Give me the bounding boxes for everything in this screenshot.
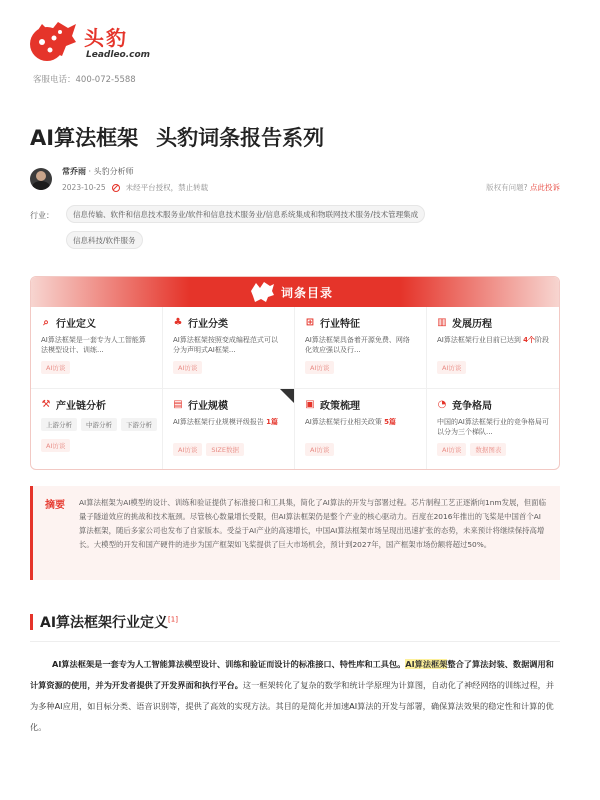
section-title [40,612,178,632]
policy-icon: ▣ [305,398,315,410]
industry-tag[interactable]: 信息传输、软件和信息技术服务业/软件和信息技术服务业/信息系统集成和物联网技术服务/技术管理集成 [66,205,425,223]
copyright-question-text: 版权有问题? [486,183,528,192]
directory-item-title: 政策梳理 [320,401,360,412]
title-series: 头豹词条报告系列 [156,126,325,150]
definition-icon: ⌕ [43,316,49,328]
directory-item-classification[interactable] [163,307,295,389]
title-main: AI算法框架 [30,126,139,150]
chip-row [41,361,152,374]
chip-row [305,361,416,374]
ai-interview-chip[interactable]: AI访谈 [173,443,202,456]
size-data-chip[interactable]: SIZE数据 [206,443,244,456]
downstream-chip[interactable]: 下游分析 [121,418,157,431]
author-name[interactable]: 常乔雨 [62,167,86,176]
directory-panel [30,276,560,470]
directory-item-heading [173,397,284,412]
directory-item-competition[interactable] [427,389,560,470]
author-info [62,166,134,177]
chip-row [173,361,284,374]
ai-interview-chip[interactable]: AI访谈 [41,361,70,374]
directory-grid [31,307,560,470]
leopard-logo-icon [28,18,78,64]
directory-item-desc [173,417,284,437]
directory-item-heading [41,315,152,330]
directory-item-title: 行业规模 [188,401,228,412]
chip-row [437,443,551,456]
directory-item-title: 行业特征 [320,319,360,330]
ai-interview-chip[interactable]: AI访谈 [305,361,334,374]
abstract-box [30,486,560,580]
ai-interview-chip[interactable]: AI访谈 [437,361,466,374]
upstream-chip[interactable]: 上游分析 [41,418,77,431]
directory-item-desc: AI算法框架具备着开源免费、网络化效应强以及行... [305,336,410,354]
ai-interview-chip[interactable]: AI访谈 [305,443,334,456]
directory-item-desc [437,335,551,355]
directory-title: 词条目录 [281,286,334,300]
directory-item-desc: AI算法框架是一套专为人工智能算法模型设计、训练... [41,336,146,354]
corner-badge [280,389,294,403]
directory-item-desc: 中国的AI算法框架行业的竞争格局可以分为三个梯队... [437,418,549,436]
hotline-text: 客服电话：400-072-5588 [33,75,136,85]
desc-text: AI算法框架行业相关政策 [305,418,385,426]
body-text: 这一框架转化了复杂的数学和统计学原理为计算图，自动化了神经网络的训练过程，并为多种AI应用，如目标分类、语音识别等，提供了高效的实现方法。其目的是简化并加速AI算法的开发与部署，确保算法效果的稳定性和计算的优化。 [30,680,555,732]
abstract-label: 摘要 [45,500,65,511]
chip-row [173,443,284,456]
chip-row [41,439,152,452]
directory-item-title: 产业链分析 [56,401,106,412]
chip-row [305,443,416,456]
desc-highlight: 5篇 [384,418,396,426]
section-accent-bar [30,614,33,630]
desc-highlight: 1篇 [266,418,278,426]
no-reprint-icon [112,184,120,192]
body-bold: 整合了算法封装、数据调用和计算资源的使用，并为开发者提供了开发界面和执行平台。 [30,659,554,690]
directory-item-scale[interactable] [163,389,295,470]
directory-item-title: 行业分类 [188,319,228,330]
publish-date: 2023-10-25 [62,183,106,192]
directory-item-heading [173,315,284,330]
classification-icon: ♣ [173,316,183,328]
competition-icon: ◔ [437,398,447,410]
directory-item-definition[interactable] [31,307,163,389]
desc-text: AI算法框架行业规模评级报告 [173,418,267,426]
meta-line [62,182,208,193]
industry-tag[interactable]: 信息科技/软件服务 [66,231,143,249]
brand-name: 头豹 [84,26,128,50]
ai-interview-chip[interactable]: AI访谈 [41,439,70,452]
directory-item-desc [305,417,416,437]
directory-item-title: 竞争格局 [452,401,492,412]
desc-text: AI算法框架行业目前已达到 [437,336,524,344]
directory-item-desc: AI算法框架按照变成编程范式可以分为声明式AI框架... [173,336,278,354]
desc-highlight: 4个 [523,336,535,344]
directory-item-title: 发展历程 [452,319,492,330]
history-icon: ▥ [437,316,447,328]
body-bold: AI算法框架是一套专为人工智能算法模型设计、训练和验证而设计的标准接口、特性库和工具包。 [52,659,406,669]
directory-item-feature[interactable] [295,307,427,389]
brand-logo[interactable] [28,16,168,74]
author-avatar[interactable] [30,168,52,190]
directory-item-policy[interactable] [295,389,427,470]
directory-item-heading [305,315,416,330]
feature-icon: ⊞ [305,316,315,328]
ai-interview-chip[interactable]: AI访谈 [173,361,202,374]
directory-item-chain[interactable] [31,389,163,470]
scale-icon: ▤ [173,398,183,410]
body-highlight: AI算法框架 [405,659,448,669]
reference-link[interactable]: [1] [168,615,178,624]
directory-item-heading [41,397,152,412]
directory-item-heading [437,315,551,330]
industry-label: 行业： [30,211,54,220]
desc-text: 阶段 [534,336,549,344]
directory-item-heading [305,397,416,412]
ai-interview-chip[interactable]: AI访谈 [437,443,466,456]
data-chart-chip[interactable]: 数据图表 [470,443,506,456]
author-role: · 头豹分析师 [88,167,134,176]
leopard-logo-icon [249,281,275,303]
complaint-link[interactable]: 点此投诉 [530,183,560,192]
chain-icon: ⚒ [41,398,51,410]
abstract-text: AI算法框架为AI模型的设计、训练和验证提供了标准接口和工具集，简化了AI算法的开发与部署过程。芯片制程工艺正逐渐向1nm发展，但面临量子隧道效应的挑战和技术瓶颈。尽管核心数量增长受限，但AI算法框架仍是整个产业的核心驱动力。百度在2016年推出的飞桨是中国首个AI算法框架，随后多家公司也发布了自家版本。受益于AI产业的高速增长，中国AI算法框架市场呈现出迅速扩张的态势，未来预计将继续保持高增长。大模型的开发和国产硬件的进步为国产框架如飞桨提供了巨大市场机会，预计到2027年，国产框架市场份额将超过50%。 [79,498,546,549]
chain-chip-row [41,418,152,431]
chip-row [437,361,551,374]
section-divider [30,641,560,642]
section-body [30,654,560,738]
midstream-chip[interactable]: 中游分析 [81,418,117,431]
copyright-question [486,182,560,193]
reprint-notice: 未经平台授权，禁止转载 [125,183,209,192]
directory-item-history[interactable] [427,307,560,389]
directory-item-title: 行业定义 [56,319,96,330]
directory-header [31,277,559,307]
section-title-text: AI算法框架行业定义 [40,615,169,631]
brand-domain: Leadleo.com [86,50,151,60]
page-title [30,122,324,152]
directory-item-heading [437,397,551,412]
